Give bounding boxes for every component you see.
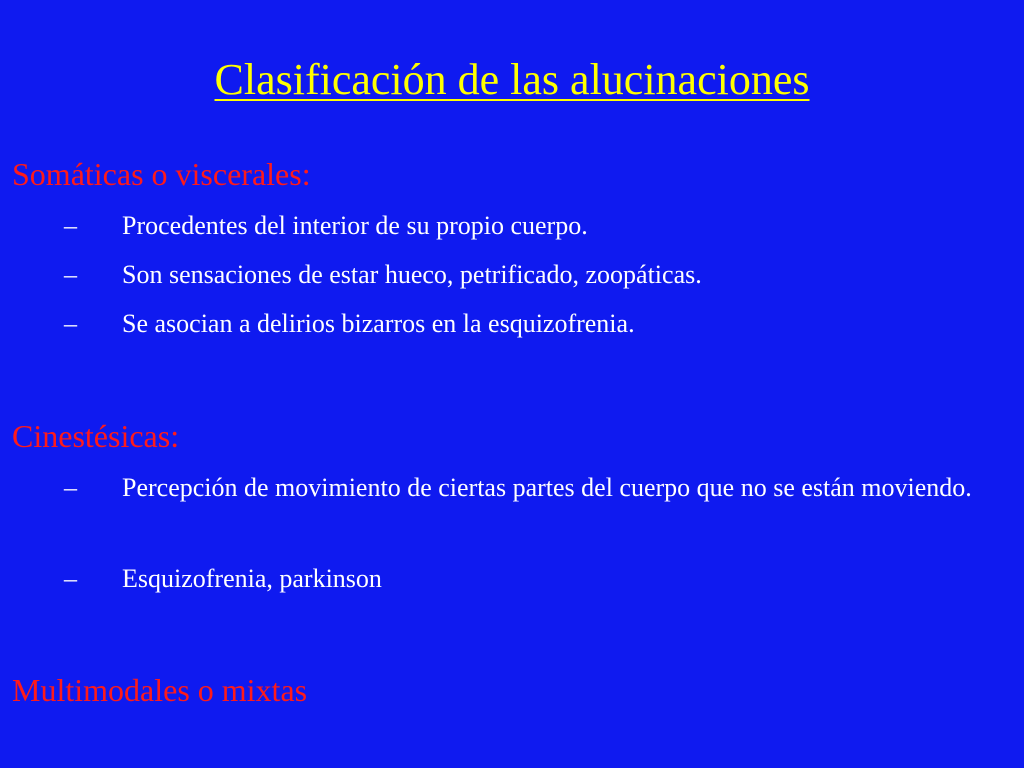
bullet-text: Se asocian a delirios bizarros en la esquizofrenia.: [122, 309, 635, 338]
section-heading-colon: :: [301, 156, 311, 192]
section-heading-label: Somáticas o viscerales: [12, 156, 302, 192]
bullet-item: [64, 257, 1014, 293]
section-heading-cinestesicas: [12, 417, 179, 455]
slide-title: Clasificación de las alucinaciones: [214, 55, 810, 104]
bullet-item: [64, 561, 1014, 597]
bullet-text: Son sensaciones de estar hueco, petrificado, zoopáticas.: [122, 260, 702, 289]
bullet-text: Percepción de movimiento de ciertas partes del cuerpo que no se están moviendo.: [122, 473, 972, 502]
section-heading-colon: :: [170, 418, 180, 454]
bullet-text: Esquizofrenia, parkinson: [122, 564, 382, 593]
bullet-item: [64, 470, 1024, 506]
dash-bullet-icon: –: [64, 309, 77, 338]
dash-bullet-icon: –: [64, 564, 77, 593]
bullet-item: [64, 306, 1014, 342]
section-heading-somaticas: [12, 155, 311, 193]
bullet-text: Procedentes del interior de su propio cuerpo.: [122, 211, 588, 240]
dash-bullet-icon: –: [64, 211, 77, 240]
bullet-item: [64, 208, 1014, 244]
section-heading-label: Cinestésicas: [12, 418, 171, 454]
section-heading-label: Multimodales o mixtas: [12, 672, 308, 708]
section-heading-multimodales: [12, 671, 307, 709]
dash-bullet-icon: –: [64, 473, 77, 502]
dash-bullet-icon: –: [64, 260, 77, 289]
